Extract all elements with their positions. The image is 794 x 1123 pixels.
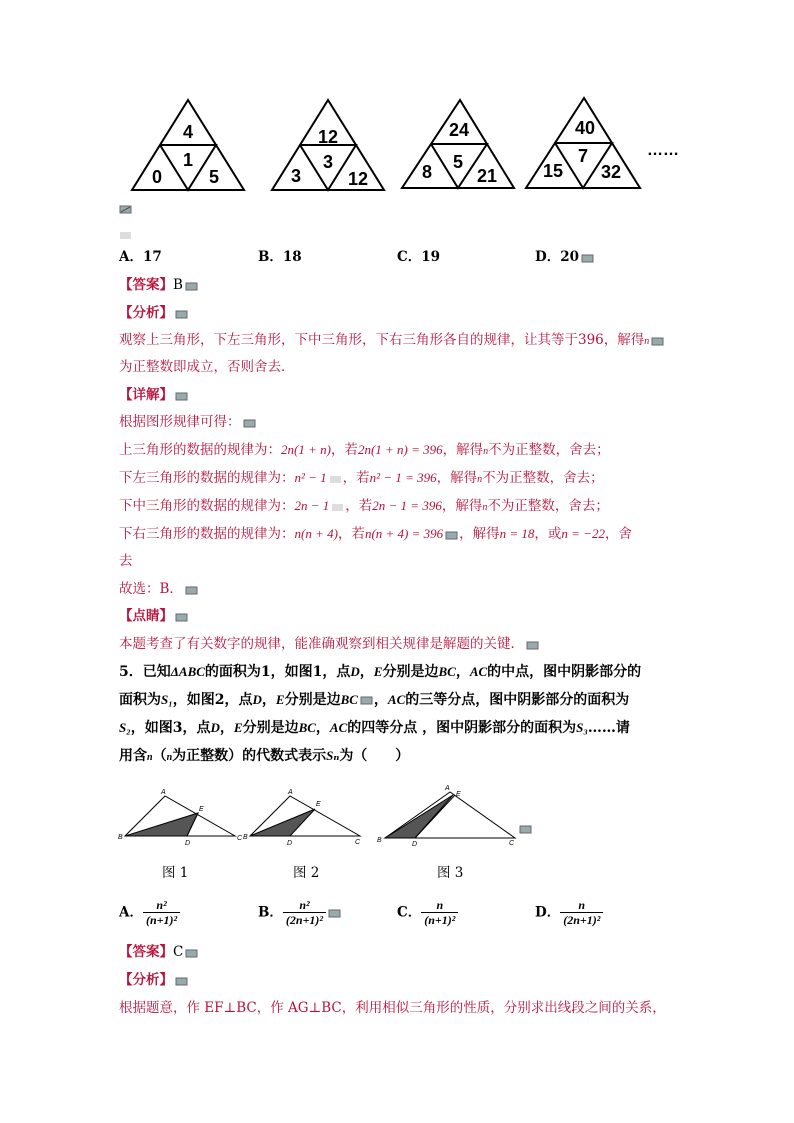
q5-option-d (535, 898, 603, 927)
q5-text: 为（ ） (339, 748, 410, 764)
triangle-3-left: 8 (421, 162, 433, 182)
figure-label-1: 图 1 (162, 865, 189, 881)
watermark-icon (328, 908, 342, 918)
watermark-icon (119, 230, 133, 240)
rule-text: 不为正整数，舍去； (487, 498, 609, 514)
q5-text: ……请 (587, 720, 630, 736)
triangle-2-right: 12 (347, 169, 369, 189)
rule-text: ，或 (534, 526, 562, 542)
q5-stem-line-1 (119, 662, 641, 682)
rule-text: 不为正整数，舍去； (488, 442, 610, 458)
triangle-3-right: 21 (476, 166, 498, 186)
rule-var: n (477, 474, 483, 485)
answer-value: C (173, 944, 184, 960)
watermark-icon (520, 826, 531, 833)
answer-tag: 【答案】 (119, 944, 173, 960)
rule-right-line (119, 524, 632, 544)
triangle-4-middle: 7 (577, 146, 589, 166)
rule-mid-line (119, 496, 609, 518)
rule-solution: n = −22 (561, 526, 605, 541)
q5-math: S₂ (119, 720, 131, 735)
triangle-4-top: 40 (574, 118, 596, 138)
q4-option-d-text: D．20 (535, 249, 579, 265)
puzzle-ellipsis: …… (647, 142, 679, 159)
fig3-label-A: A (445, 785, 450, 792)
q4-option-b: B．18 (258, 249, 302, 265)
q4-answer-line (119, 275, 199, 295)
conclusion-text: 故选：B． (119, 581, 183, 597)
figure-2 (243, 789, 361, 847)
q5-math: BC (340, 692, 358, 707)
triangle-1-left: 0 (151, 167, 163, 187)
answer-tag: 【答案】 (119, 277, 173, 293)
option-d-numerator: n (560, 898, 603, 913)
watermark-icon (119, 204, 133, 214)
figure-label-3: 图 3 (437, 865, 464, 881)
q4-option-c: C．19 (397, 249, 441, 265)
q5-analysis-tag-line (119, 970, 189, 990)
q4-analysis-line-2: 为正整数即成立，否则舍去． (119, 359, 295, 375)
q5-text: ， (219, 720, 234, 736)
q5-math: AC (329, 720, 348, 735)
q5-stem-line-2 (119, 690, 629, 710)
answer-value: B (173, 277, 183, 293)
q4-analysis-line-1 (119, 330, 665, 352)
rule-right-line-cont: 去 (119, 553, 133, 569)
rule-expression: 2n(1 + n) (281, 442, 331, 457)
watermark-icon (329, 474, 343, 484)
q5-math: AC (469, 664, 488, 679)
comment-tag: 【点睛】 (119, 608, 173, 624)
comment-text: 本题考查了有关数字的规律，能准确观察到相关规律是解题的关键． (119, 636, 524, 652)
fig2-label-C: C (355, 839, 361, 846)
rule-text: ，解得 (442, 442, 484, 458)
triangle-4-right: 32 (600, 162, 622, 182)
number-triangle-puzzle (120, 90, 700, 200)
rule-left-line (119, 468, 604, 490)
q5-math: D (350, 664, 360, 679)
watermark-icon (175, 976, 189, 986)
q5-text: ，如图3，点 (130, 720, 211, 736)
q5-math: S₃ (576, 720, 588, 735)
q5-text: 的中点，图中阴影部分的 (487, 664, 642, 680)
option-c-numerator: n (421, 898, 458, 913)
watermark-icon (651, 336, 665, 346)
watermark-icon (175, 309, 189, 319)
rule-text: 下右三角形的数据的规律为： (119, 526, 295, 542)
q5-analysis-text: 根据题意，作 EF⊥BC，作 AG⊥BC，利用相似三角形的性质，分别求出线段之间的关系， (119, 1000, 666, 1016)
watermark-icon (526, 640, 540, 650)
analysis-tag: 【分析】 (119, 972, 173, 988)
rule-equation: 2n(1 + n) = 396 (357, 442, 443, 457)
q5-math: D (210, 720, 220, 735)
q5-text: （ (152, 748, 167, 764)
rule-text: 上三角形的数据的规律为： (119, 442, 281, 458)
rule-text: 下中三角形的数据的规律为： (119, 498, 295, 514)
analysis-var: n (644, 336, 650, 347)
detail-tag: 【详解】 (119, 387, 173, 403)
rule-top-line (119, 440, 610, 462)
fig2-label-D: D (287, 840, 293, 847)
rule-var: n (483, 446, 489, 457)
analysis-number: 396 (578, 332, 604, 348)
analysis-text: ，解得 (603, 332, 645, 348)
q5-math: BC (298, 720, 316, 735)
fig1-label-D: D (185, 840, 191, 847)
option-letter: C． (397, 904, 422, 921)
q4-conclusion (119, 579, 199, 599)
q5-figures (115, 782, 555, 852)
triangle-1-right: 5 (208, 167, 220, 187)
fig1-label-B: B (118, 834, 123, 841)
rule-expression: n² − 1 (294, 470, 327, 485)
rule-expression: n(n + 4) (294, 526, 338, 541)
option-b-denominator: (2n+1)² (285, 913, 324, 927)
q5-text: 分别是边 (242, 720, 299, 736)
figure-label-2: 图 2 (293, 865, 320, 881)
fig1-label-C: C (237, 835, 243, 842)
option-letter: D． (535, 904, 561, 921)
q5-math: n (147, 752, 153, 763)
q5-text: ， (261, 692, 276, 708)
watermark-icon (581, 253, 595, 263)
q5-math: AC (387, 692, 406, 707)
q5-option-c (397, 898, 458, 927)
q5-text: 用含 (119, 748, 147, 764)
detail-intro-text: 根据图形规律可得： (119, 414, 241, 430)
watermark-icon (175, 612, 189, 622)
q4-detail-intro (119, 412, 257, 432)
q5-math: n (166, 752, 173, 763)
rule-var: n (482, 502, 488, 513)
puzzle-triangle-3 (402, 100, 514, 188)
rule-expression: 2n − 1 (294, 498, 330, 513)
q5-text: 的四等分点 ，图中阴影部分的面积为 (347, 720, 577, 736)
q4-analysis-tag-line (119, 303, 189, 323)
fig1-label-A: A (161, 789, 166, 796)
puzzle-triangle-1 (132, 100, 244, 190)
option-a-denominator: (n+1)² (145, 913, 178, 927)
q5-text: ，如图2，点 (172, 692, 253, 708)
rule-text: ，若 (345, 498, 373, 514)
watermark-icon (175, 391, 189, 401)
q5-math: Sₙ (326, 748, 340, 763)
q5-math: E (373, 664, 383, 679)
figure-3 (377, 785, 515, 848)
q5-text: 的三等分点，图中阴影部分的面积为 (405, 692, 630, 708)
rule-text: ，解得 (436, 470, 478, 486)
rule-text: 下左三角形的数据的规律为： (119, 470, 295, 486)
rule-text: ，解得 (441, 498, 483, 514)
puzzle-triangle-4 (526, 98, 640, 188)
q5-answer-line (119, 942, 199, 962)
rule-text: ，解得 (459, 526, 500, 542)
q5-text: ， (373, 692, 388, 708)
watermark-icon (445, 530, 459, 540)
rule-text: ，舍 (604, 526, 632, 542)
triangle-2-left: 3 (290, 166, 302, 186)
rule-equation: 2n − 1 = 396 (372, 498, 442, 513)
triangle-3-top: 24 (448, 120, 470, 140)
q4-comment-tag-line (119, 606, 189, 626)
q5-text: 面积为 (119, 692, 161, 708)
triangle-4-left: 15 (542, 161, 564, 181)
triangle-2-top: 12 (317, 127, 339, 147)
q4-option-a: A．17 (119, 249, 162, 265)
triangle-3-middle: 5 (452, 152, 464, 172)
q4-comment (119, 634, 540, 654)
q5-text: 为正整数）的代数式表示 (172, 748, 327, 764)
rule-text: 不为正整数，舍去； (482, 470, 604, 486)
fig3-label-C: C (509, 840, 515, 847)
q5-text: 5．已知 (119, 664, 171, 680)
fig2-label-A: A (288, 789, 293, 796)
watermark-icon (185, 281, 199, 291)
q5-option-a (119, 898, 180, 927)
option-d-denominator: (2n+1)² (563, 913, 601, 927)
q5-option-b (258, 898, 342, 927)
q5-math: ΔABC (170, 664, 205, 679)
watermark-icon (331, 502, 345, 512)
q5-math: E (233, 720, 243, 735)
q5-text: ， (359, 664, 374, 680)
q5-text: 分别是边 (284, 692, 341, 708)
triangle-1-middle: 1 (182, 150, 194, 170)
q5-text: 的面积为1，如图1，点 (204, 664, 351, 680)
q5-text: ， (455, 664, 470, 680)
rule-solution: n = 18 (499, 526, 535, 541)
rule-text: ，若 (330, 442, 358, 458)
watermark-icon (185, 585, 199, 595)
q5-stem-line-3 (119, 718, 630, 738)
analysis-tag: 【分析】 (119, 305, 173, 321)
q5-stem-line-4 (119, 746, 409, 768)
fig3-label-D: D (412, 841, 418, 848)
fig2-label-E: E (316, 801, 321, 808)
rule-text: ，若 (337, 526, 365, 542)
rule-equation: n² − 1 = 396 (369, 470, 437, 485)
watermark-icon (185, 948, 199, 958)
rule-text: ，若 (342, 470, 370, 486)
analysis-text: 观察上三角形，下左三角形，下中三角形，下右三角形各自的规律，让其等于 (119, 332, 578, 348)
watermark-icon (360, 695, 374, 705)
q5-text: 分别是边 (382, 664, 439, 680)
puzzle-triangle-2 (272, 100, 384, 190)
figure-1 (118, 789, 243, 847)
fig2-label-B: B (243, 834, 248, 841)
option-letter: B． (258, 904, 283, 921)
triangle-1-top: 4 (182, 122, 194, 142)
q5-math: BC (438, 664, 456, 679)
rule-equation: n(n + 4) = 396 (364, 526, 444, 541)
q5-math: S₁ (161, 692, 173, 707)
option-letter: A． (119, 904, 143, 921)
q5-math: D (252, 692, 262, 707)
fig3-label-B: B (377, 837, 382, 844)
option-a-numerator: n² (143, 898, 180, 913)
fig1-label-E: E (199, 806, 204, 813)
q5-math: E (275, 692, 285, 707)
option-c-denominator: (n+1)² (424, 913, 456, 927)
q4-detail-tag-line (119, 385, 189, 405)
q4-option-d (535, 247, 595, 267)
watermark-icon (243, 418, 257, 428)
fig3-label-E: E (456, 791, 461, 798)
option-b-numerator: n² (283, 898, 326, 913)
q5-text: ， (315, 720, 330, 736)
triangle-2-middle: 3 (322, 152, 334, 172)
